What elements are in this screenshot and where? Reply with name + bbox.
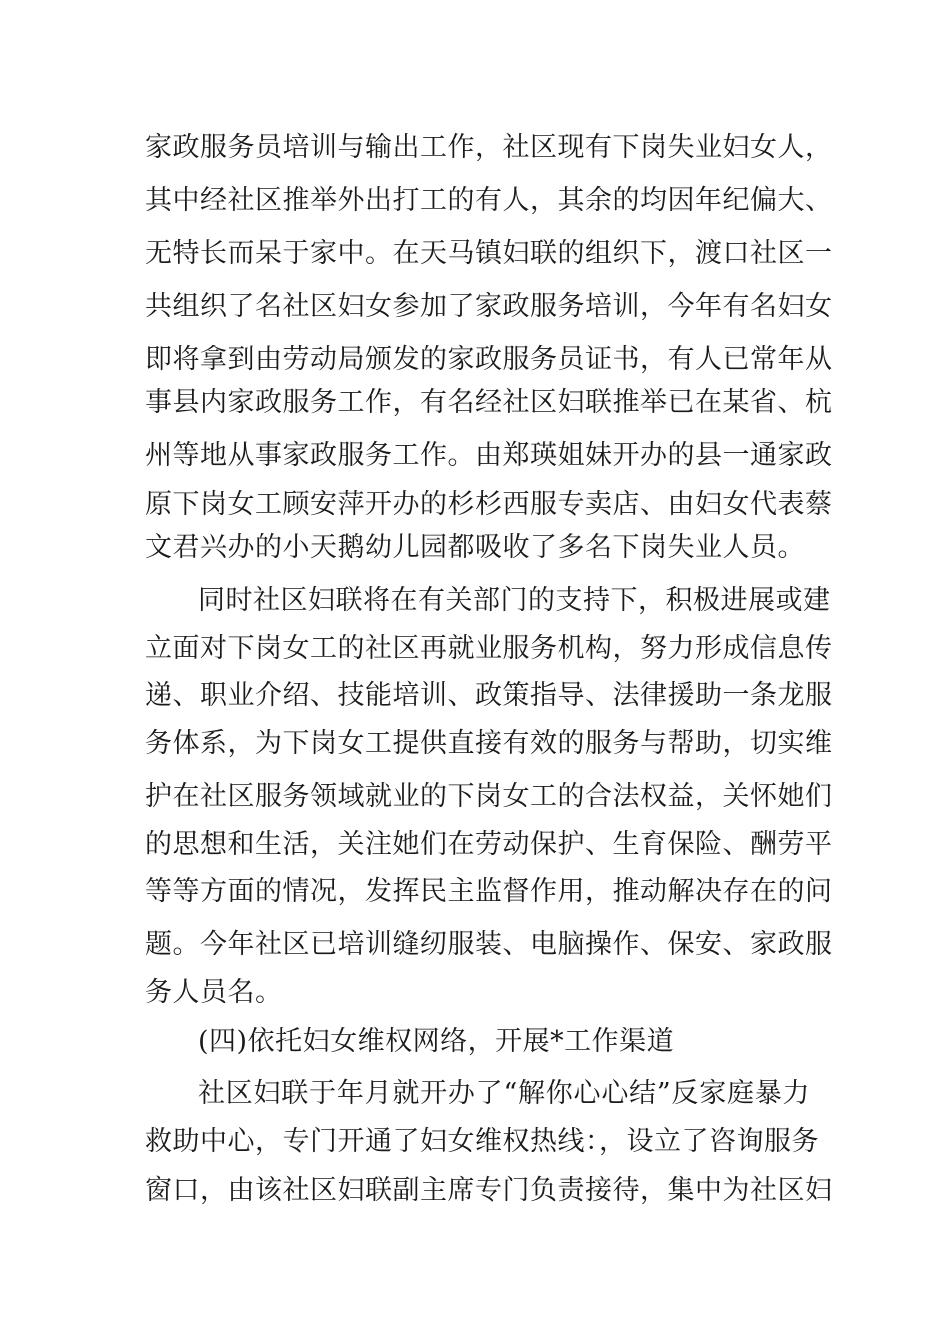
text-line: 原下岗女工顾安萍开办的杉杉西服专卖店、由妇女代表蔡 (145, 489, 833, 520)
text-line: 无特长而呆于家中。在天马镇妇联的组织下，渡口社区一 (145, 238, 833, 269)
text-line: 窗口，由该社区妇联副主席专门负责接待，集中为社区妇 (145, 1175, 833, 1206)
text-line: 的思想和生活，关注她们在劳动保护、生育保险、酬劳平 (145, 829, 833, 860)
text-line: 即将拿到由劳动局颁发的家政服务员证书，有人已常年从 (145, 344, 833, 375)
text-line: 护在社区服务领域就业的下岗女工的合法权益，关怀她们 (145, 781, 833, 812)
text-line: 事县内家政服务工作，有名经社区妇联推举已在某省、杭 (145, 387, 833, 418)
text-line: 务人员名。 (145, 977, 283, 1008)
text-line: 立面对下岗女工的社区再就业服务机构，努力形成信息传 (145, 633, 833, 664)
paragraph-first-line: 社区妇联于年月就开办了“解你心心结”反家庭暴力 (198, 1078, 810, 1109)
text-line: 共组织了名社区妇女参加了家政服务培训，今年有名妇女 (145, 291, 833, 322)
text-line: 等等方面的情况，发挥民主监督作用，推动解决存在的问 (145, 876, 833, 907)
text-line: 务体系，为下岗女工提供直接有效的服务与帮助，切实维 (145, 728, 833, 759)
section-heading: (四)依托妇女维权网络，开展*工作渠道 (198, 1026, 675, 1057)
text-line: 递、职业介绍、技能培训、政策指导、法律援助一条龙服 (145, 680, 833, 711)
text-line: 家政服务员培训与输出工作，社区现有下岗失业妇女人， (145, 132, 833, 163)
text-line: 其中经社区推举外出打工的有人，其余的均因年纪偏大、 (145, 185, 833, 216)
text-line: 州等地从事家政服务工作。由郑瑛姐妹开办的县一通家政 (145, 440, 833, 471)
text-line: 题。今年社区已培训缝纫服装、电脑操作、保安、家政服 (145, 929, 833, 960)
paragraph-first-line: 同时社区妇联将在有关部门的支持下，积极进展或建 (198, 585, 831, 616)
text-line: 救助中心，专门开通了妇女维权热线：，设立了咨询服务 (145, 1126, 819, 1157)
text-line: 文君兴办的小天鹅幼儿园都吸收了多名下岗失业人员。 (145, 532, 805, 563)
